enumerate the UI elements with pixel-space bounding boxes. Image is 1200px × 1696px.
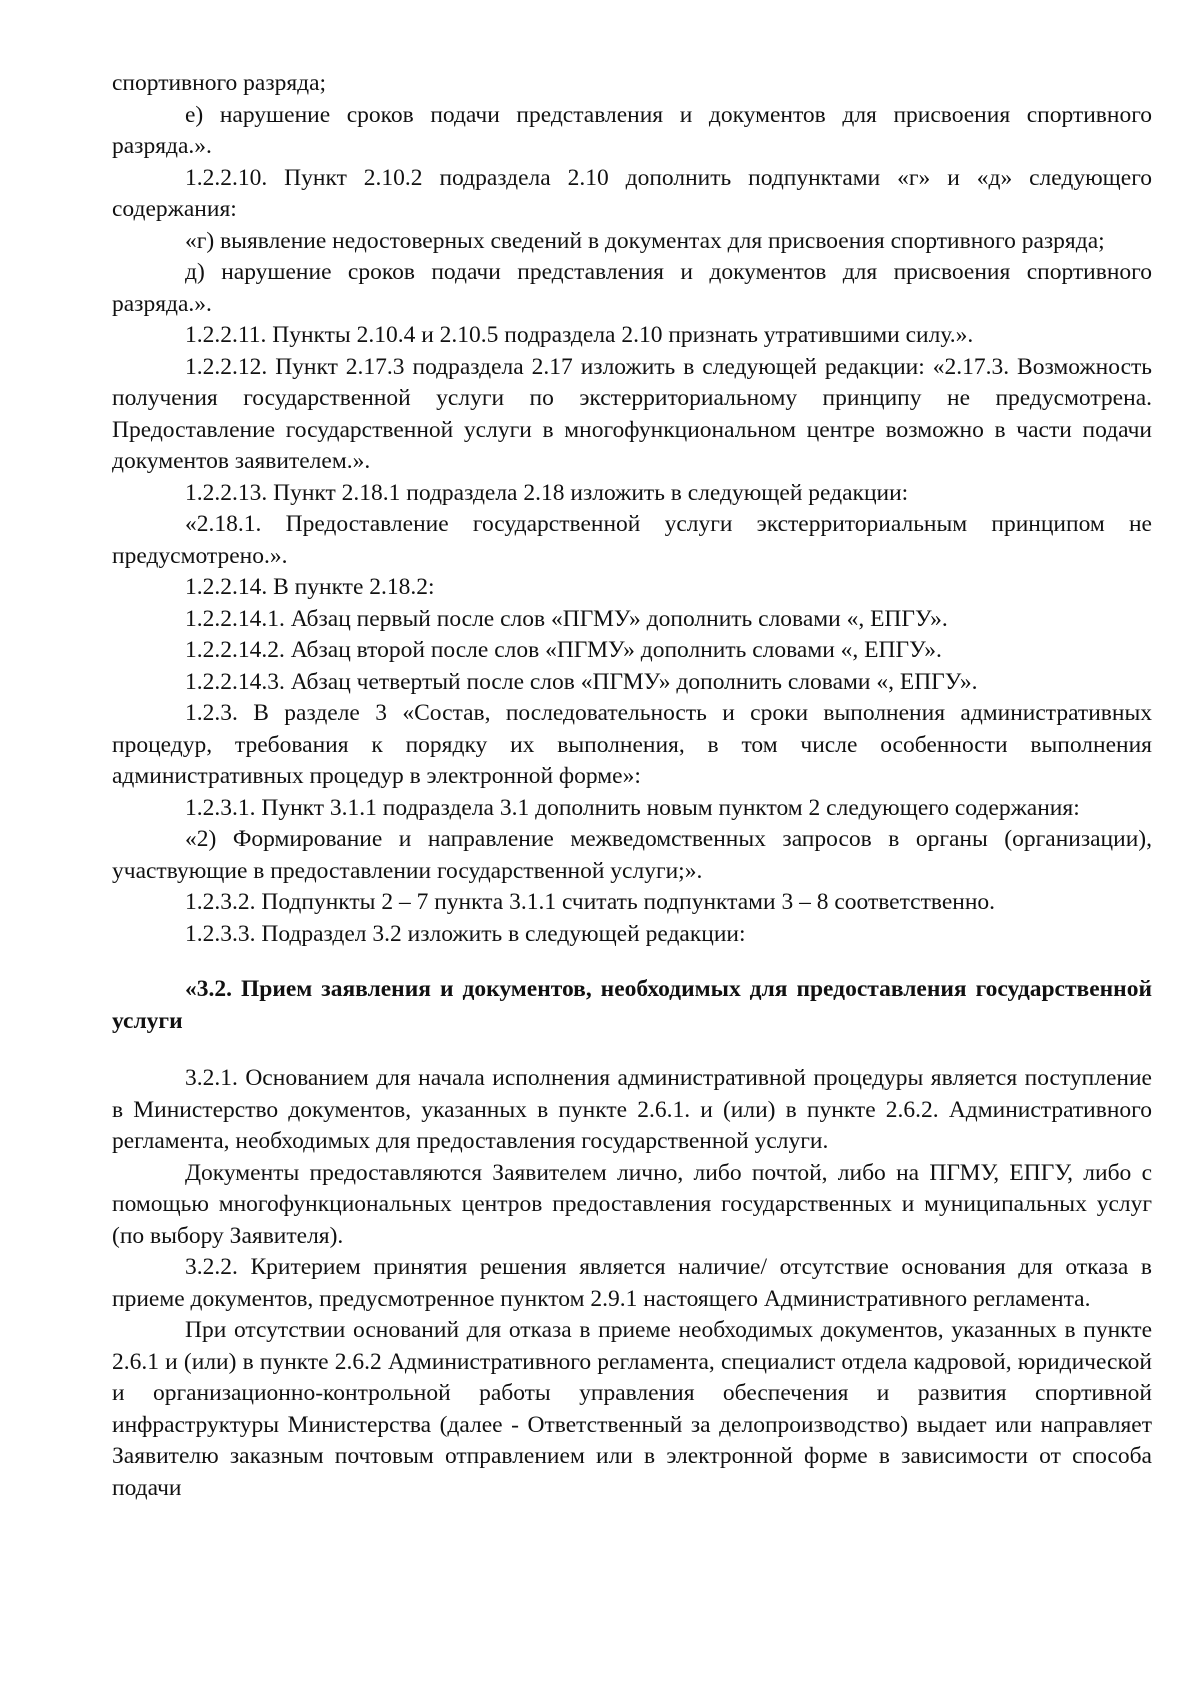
paragraph-p01: спортивного разряда; (112, 70, 327, 96)
paragraph-p18: 1.2.3.3. Подраздел 3.2 изложить в следующей редакции: (185, 920, 746, 947)
paragraph-p14: 1.2.3. В разделе 3 «Состав, последовательность и сроки выполнения административных процедур, требования к порядку их выполнения, в том числе особенности выполнения административных процедур в электронной форме»: (112, 700, 1152, 789)
paragraph-p12: 1.2.2.14.2. Абзац второй после слов «ПГМУ» дополнить словами «, ЕПГУ». (185, 637, 942, 663)
paragraph-p02: е) нарушение сроков подачи представления и документов для присвоения спортивного разряда.». (112, 101, 1152, 159)
paragraph-p04: «г) выявление недостоверных сведений в документах для присвоения спортивного разряда; (185, 227, 1105, 254)
paragraph-p03: 1.2.2.10. Пункт 2.10.2 подраздела 2.10 дополнить подпунктами «г» и «д» следующего содержания: (112, 164, 1152, 222)
paragraph-p06: 1.2.2.11. Пункты 2.10.4 и 2.10.5 подраздела 2.10 признать утратившими силу.». (185, 322, 974, 348)
paragraph-p13: 1.2.2.14.3. Абзац четвертый после слов «ПГМУ» дополнить словами «, ЕПГУ». (185, 668, 978, 695)
paragraph-p11: 1.2.2.14.1. Абзац первый после слов «ПГМУ» дополнить словами «, ЕПГУ». (185, 605, 948, 632)
paragraph-p05: д) нарушение сроков подачи представления и документов для присвоения спортивного разряда.». (112, 259, 1152, 317)
paragraph-p07: 1.2.2.12. Пункт 2.17.3 подраздела 2.17 изложить в следующей редакции: «2.17.3. Возможность получения государственной услуги по экстерриториальному принципу не предусмотрена. Предоставление государственной услуги в многофункциональном центре возможно в части подачи документов заявителем.». (112, 353, 1152, 474)
paragraph-p17: 1.2.3.2. Подпункты 2 – 7 пункта 3.1.1 считать подпунктами 3 – 8 соответственно. (185, 889, 996, 915)
paragraph-p19: 3.2.1. Основанием для начала исполнения административной процедуры является поступление в Министерство документов, указанных в пункте 2.6.1. и (или) в пункте 2.6.2. Административного регламента, необходимых для предоставления государственной услуги. (112, 1065, 1152, 1154)
paragraph-p08: 1.2.2.13. Пункт 2.18.1 подраздела 2.18 изложить в следующей редакции: (185, 479, 909, 506)
section-heading: «3.2. Прием заявления и документов, необходимых для предоставления государственной услуги (112, 976, 1152, 1034)
paragraph-p10: 1.2.2.14. В пункте 2.18.2: (185, 574, 435, 600)
paragraph-p16: «2) Формирование и направление межведомственных запросов в органы (организации), участвующие в предоставлении государственной услуги;». (112, 826, 1152, 884)
paragraph-p22: При отсутствии оснований для отказа в приеме необходимых документов, указанных в пункте 2.6.1 и (или) в пункте 2.6.2 Административного регламента, специалист отдела кадровой, юридической и организационно-контрольной работы управления обеспечения и развития спортивной инфраструктуры Министерства (далее - Ответственный за делопроизводство) выдает или направляет Заявителю заказным почтовым отправлением или в электронной форме в зависимости от способа подачи (112, 1317, 1152, 1501)
document-page (112, 68, 1152, 1504)
paragraph-p21: 3.2.2. Критерием принятия решения является наличие/ отсутствие основания для отказа в приеме документов, предусмотренное пунктом 2.9.1 настоящего Административного регламента. (112, 1254, 1152, 1312)
paragraph-p09: «2.18.1. Предоставление государственной услуги экстерриториальным принципом не предусмотрено.». (112, 511, 1152, 569)
paragraph-p20: Документы предоставляются Заявителем лично, либо почтой, либо на ПГМУ, ЕПГУ, либо с помощью многофункциональных центров предоставления государственных и муниципальных услуг (по выбору Заявителя). (112, 1159, 1152, 1249)
paragraph-p15: 1.2.3.1. Пункт 3.1.1 подраздела 3.1 дополнить новым пунктом 2 следующего содержания: (185, 794, 1080, 821)
